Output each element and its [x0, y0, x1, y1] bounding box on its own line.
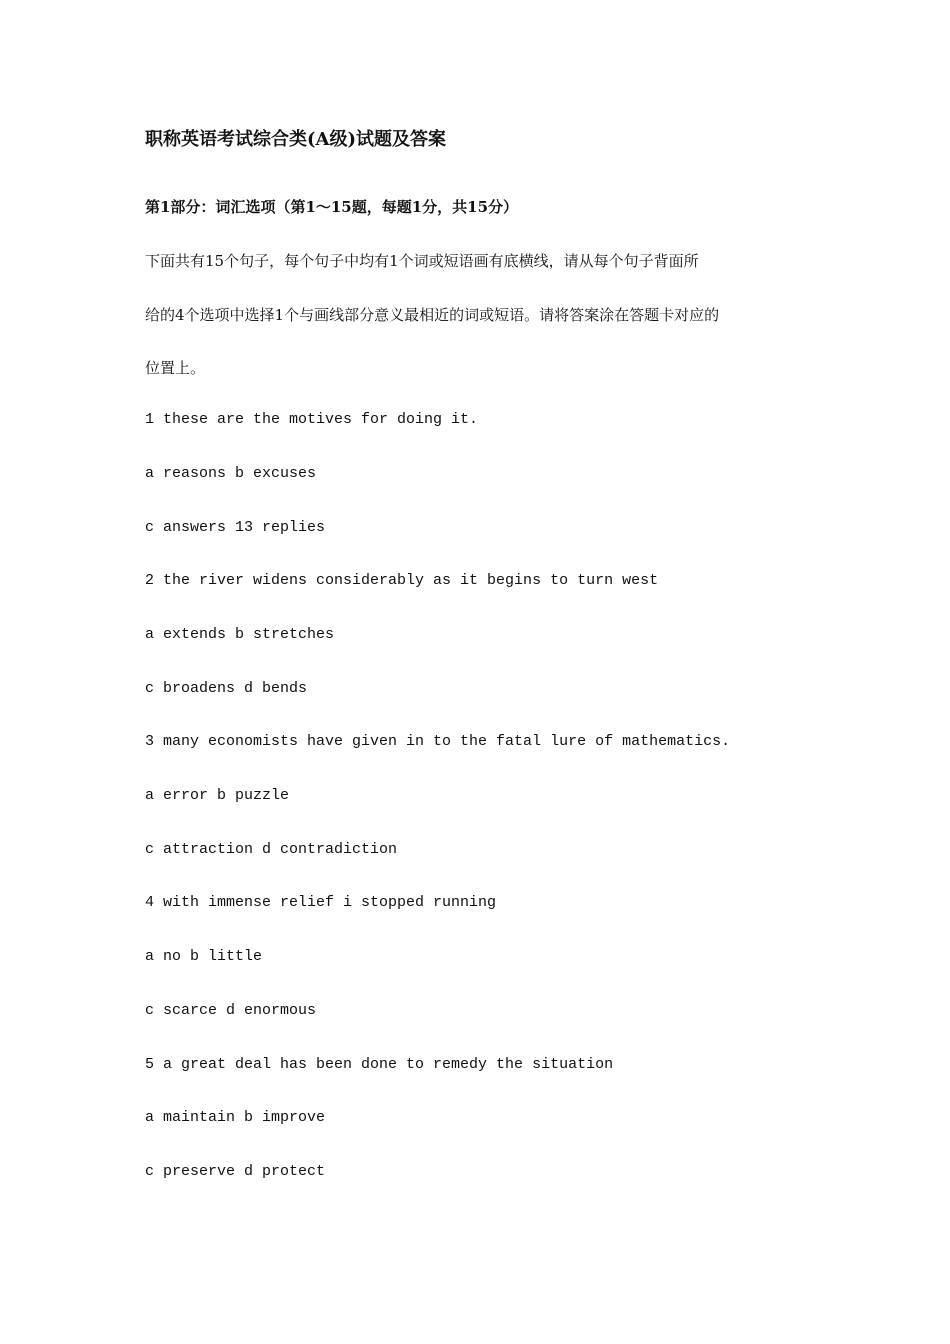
question-2-stem: 2 the river widens considerably as it begins to turn west [145, 572, 659, 589]
question-1-stem: 1 these are the motives for doing it. [145, 411, 479, 428]
question-1-options-cd: c answers 13 replies [145, 519, 326, 536]
instruction-line-2: 给的4个选项中选择1个与画线部分意义最相近的词或短语。请将答案涂在答题卡对应的 [145, 306, 720, 324]
question-4-options-ab: a no b little [145, 948, 263, 965]
question-5-options-ab: a maintain b improve [145, 1109, 326, 1126]
instruction-line-1: 下面共有15个句子，每个句子中均有1个词或短语画有底横线，请从每个句子背面所 [145, 252, 699, 270]
question-3-options-ab: a error b puzzle [145, 787, 290, 804]
question-3-stem: 3 many economists have given in to the fatal lure of mathematics. [145, 733, 731, 750]
question-4-stem: 4 with immense relief i stopped running [145, 894, 497, 911]
question-4-options-cd: c scarce d enormous [145, 1002, 317, 1019]
question-1-options-ab: a reasons b excuses [145, 465, 317, 482]
instruction-line-3: 位置上。 [145, 359, 206, 377]
question-2-options-ab: a extends b stretches [145, 626, 335, 643]
document-title: 职称英语考试综合类(A级)试题及答案 [145, 129, 446, 150]
section-heading: 第1部分：词汇选项（第1～15题，每题1分，共15分） [145, 198, 519, 216]
question-3-options-cd: c attraction d contradiction [145, 841, 398, 858]
question-5-options-cd: c preserve d protect [145, 1163, 326, 1180]
question-5-stem: 5 a great deal has been done to remedy the situation [145, 1056, 614, 1073]
question-2-options-cd: c broadens d bends [145, 680, 308, 697]
